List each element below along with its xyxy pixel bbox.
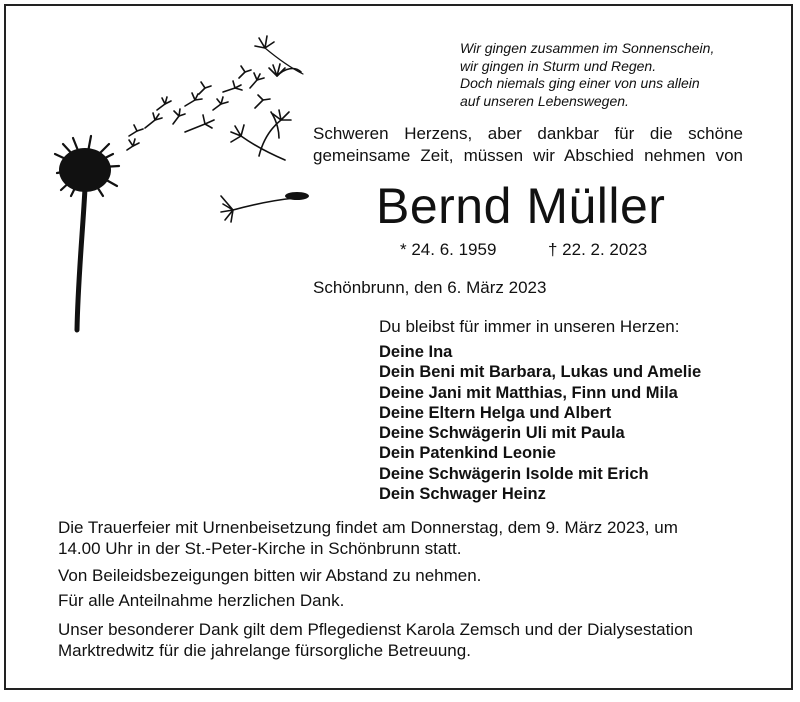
family-member: Deine Ina	[379, 343, 453, 361]
condolence-note: Von Beileidsbezeigungen bitten wir Abstand zu nehmen.	[58, 566, 482, 585]
funeral-line: 14.00 Uhr in der St.-Peter-Kirche in Schönbrunn statt.	[58, 539, 462, 558]
family-member: Deine Schwägerin Uli mit Paula	[379, 424, 625, 443]
special-thanks	[58, 619, 758, 661]
intro-text	[313, 123, 743, 167]
poem-line: auf unseren Lebenswegen.	[460, 92, 629, 109]
place-date: Schönbrunn, den 6. März 2023	[313, 278, 547, 297]
family-member: Dein Schwager Heinz	[379, 485, 546, 504]
remembrance-line: Du bleibst für immer in unseren Herzen:	[379, 317, 680, 336]
intro-line: Schweren Herzens, aber dankbar für die schöne	[313, 124, 743, 143]
family-member: Deine Eltern Helga und Albert	[379, 403, 612, 422]
family-member: Dein Patenkind Leonie	[379, 444, 556, 463]
special-thanks-line: Marktredwitz für die jahrelange fürsorgliche Betreuung.	[58, 641, 471, 660]
thanks-line: Für alle Anteilnahme herzlichen Dank.	[58, 591, 345, 610]
poem-line: Wir gingen zusammen im Sonnenschein,	[460, 40, 715, 56]
family-member: Dein Beni mit Barbara, Lukas und Amelie	[379, 363, 702, 382]
death-date: † 22. 2. 2023	[548, 240, 648, 259]
poem-line: wir gingen in Sturm und Regen.	[460, 57, 657, 74]
poem	[460, 40, 780, 110]
funeral-line: Die Trauerfeier mit Urnenbeisetzung findet am Donnerstag, dem 9. März 2023, um	[58, 518, 678, 537]
family-list	[379, 342, 701, 504]
intro-line: gemeinsame Zeit, müssen wir Abschied nehmen von	[313, 146, 743, 165]
poem-line: Doch niemals ging einer von uns allein	[460, 75, 700, 91]
dandelion-icon	[45, 28, 325, 338]
deceased-name: Bernd Müller	[376, 178, 666, 234]
funeral-info	[58, 517, 758, 559]
special-thanks-line: Unser besonderer Dank gilt dem Pflegedienst Karola Zemsch und der Dialysestation	[58, 620, 693, 639]
family-member: Deine Jani mit Matthias, Finn und Mila	[379, 383, 678, 402]
family-member: Deine Schwägerin Isolde mit Erich	[379, 464, 649, 483]
birth-date: * 24. 6. 1959	[400, 240, 497, 259]
